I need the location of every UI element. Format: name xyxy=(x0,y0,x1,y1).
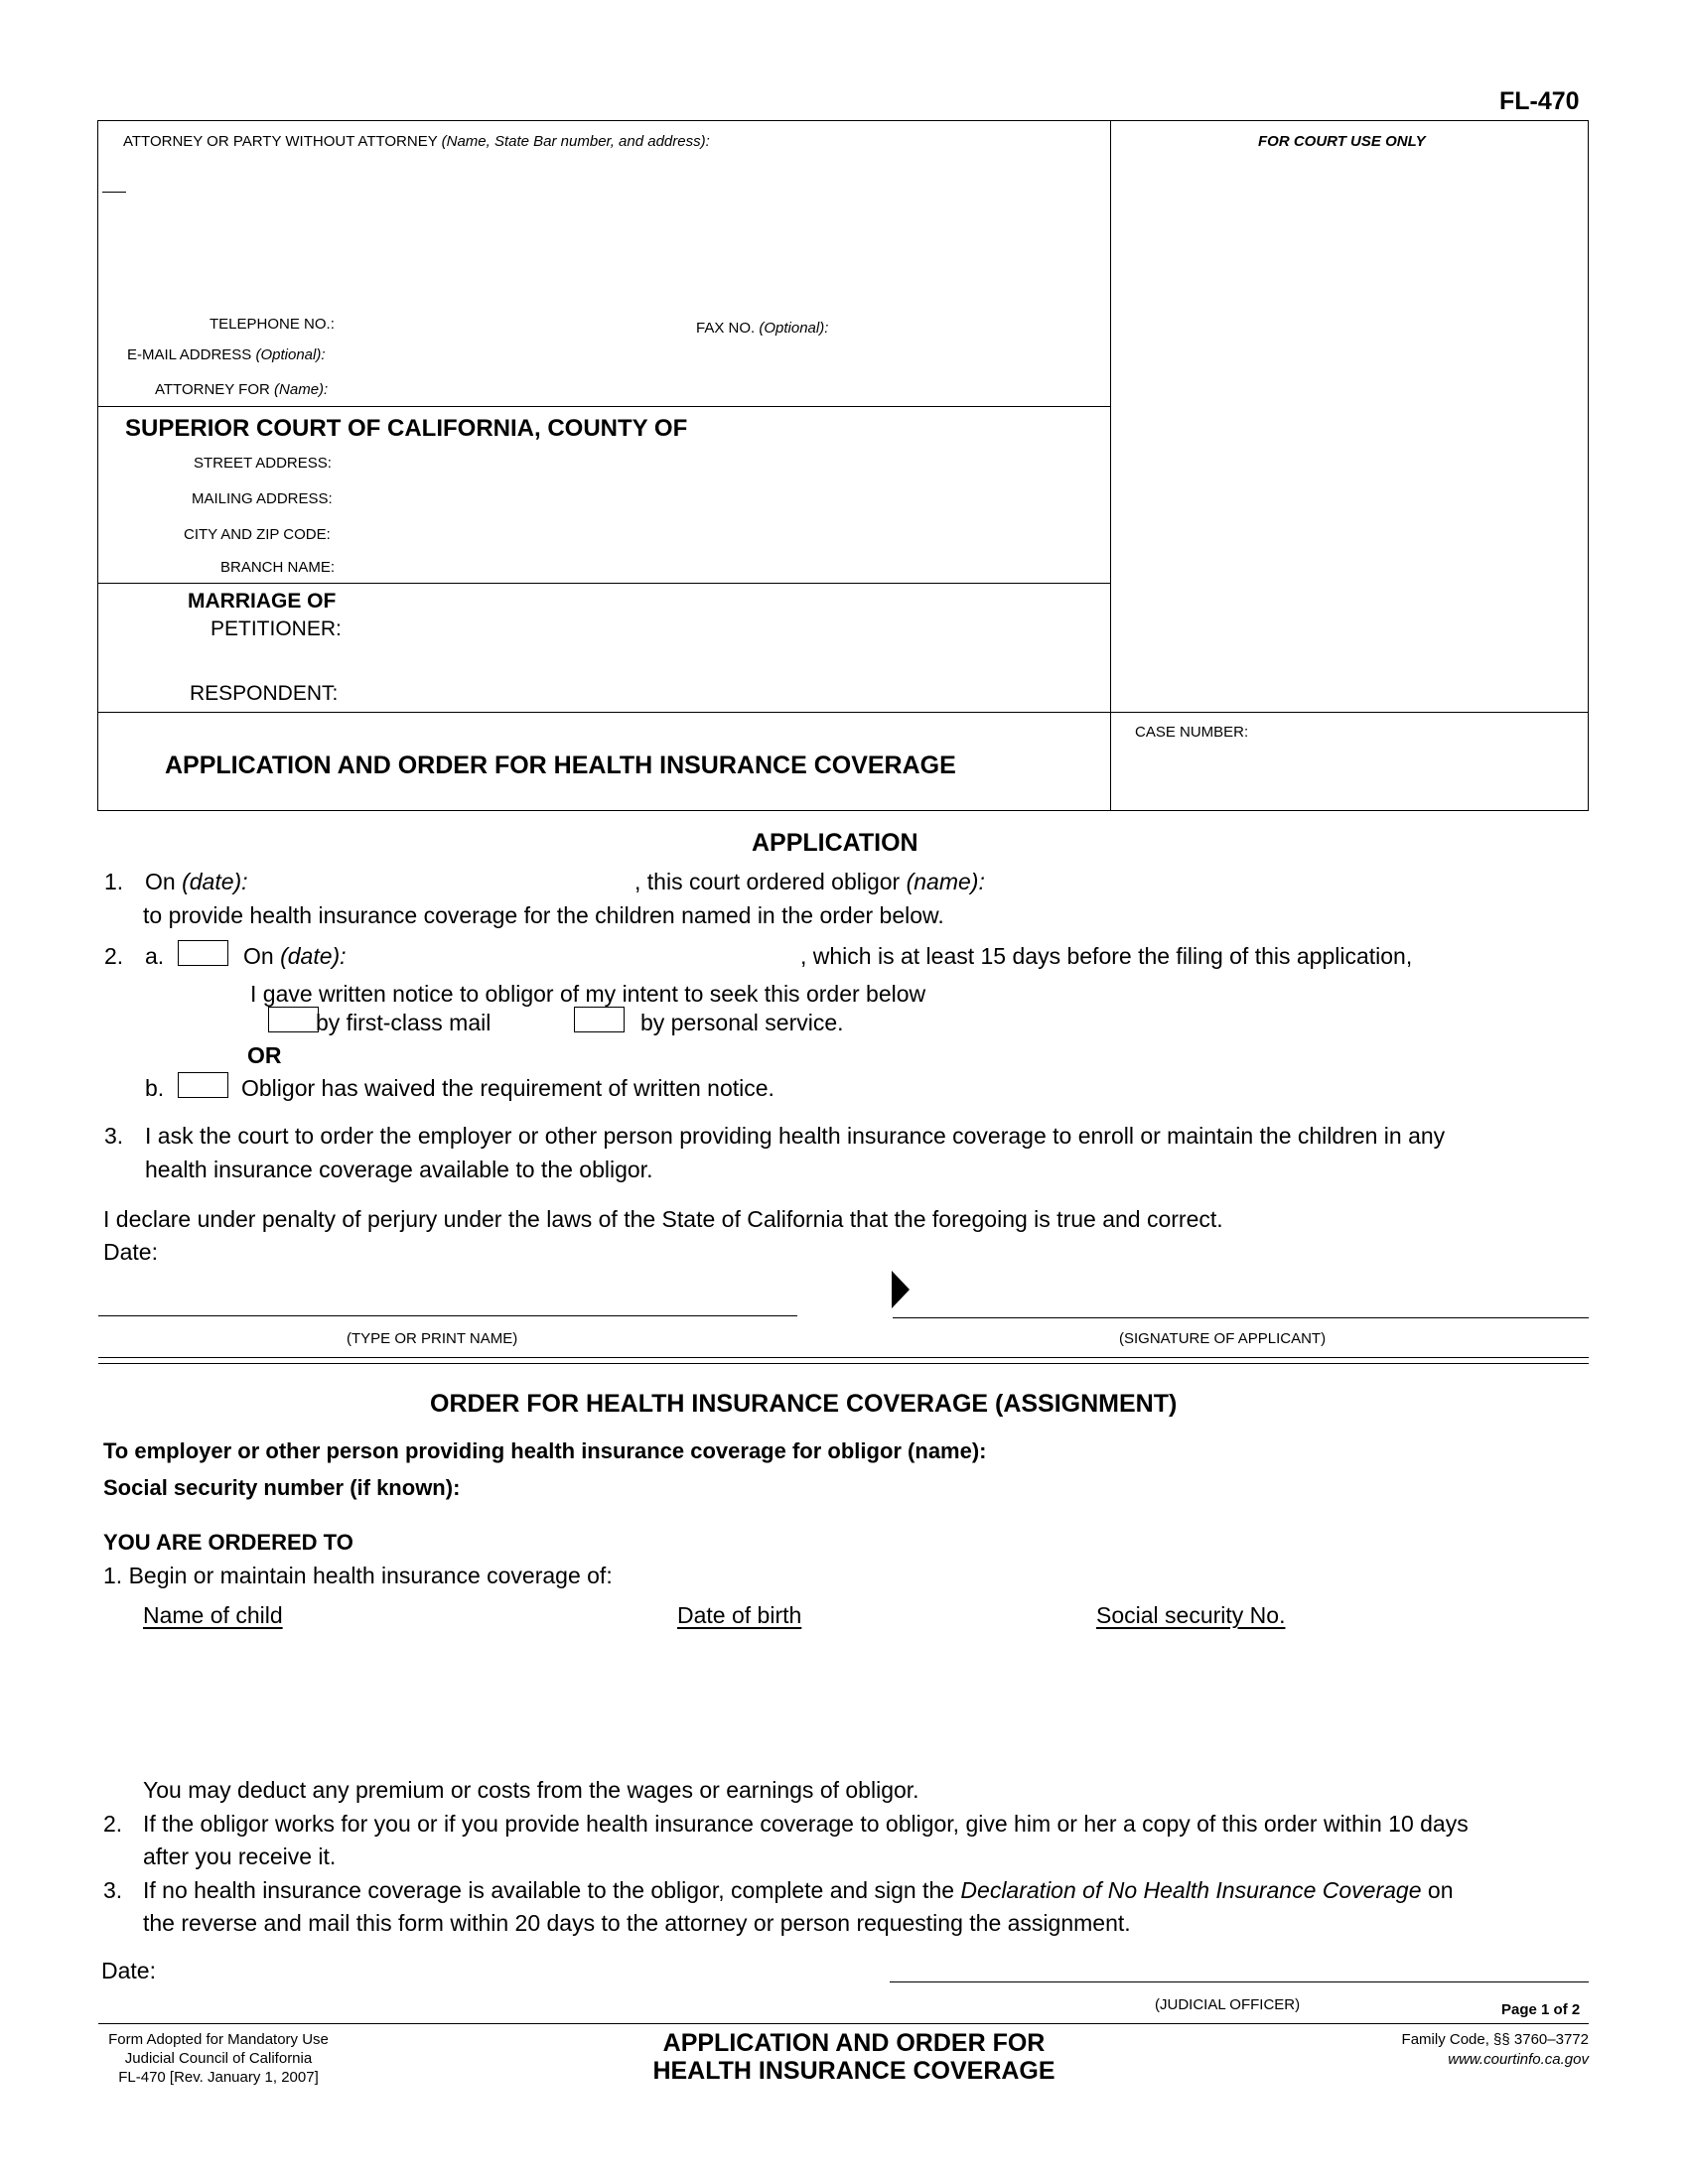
judicial-officer-line xyxy=(890,1981,1589,1982)
signature-caption: (SIGNATURE OF APPLICANT) xyxy=(1119,1330,1327,1347)
application-heading: APPLICATION xyxy=(752,829,918,857)
app-item3-num: 3. xyxy=(104,1123,124,1149)
notice-given-checkbox[interactable] xyxy=(178,940,228,966)
app-item1-obligor: , this court ordered obligor (name): xyxy=(634,869,985,894)
fax-label: FAX NO. (Optional): xyxy=(696,320,829,337)
footer-adopted-line2: Judicial Council of California xyxy=(124,2050,313,2067)
caption-divider-parties xyxy=(97,583,1111,584)
ssn-label: Social security number (if known): xyxy=(103,1475,461,1500)
deduct-text: You may deduct any premium or costs from the wages or earnings of obligor. xyxy=(143,1777,919,1803)
mailing-label: MAILING ADDRESS: xyxy=(192,490,333,507)
judicial-officer-caption: (JUDICIAL OFFICER) xyxy=(1155,1996,1301,2013)
telephone-label: TELEPHONE NO.: xyxy=(210,316,335,333)
order-item2-line1: If the obligor works for you or if you provide health insurance coverage to obligor, give him or her a copy of this order within 10 days xyxy=(143,1811,1469,1837)
app-item2-num: 2. xyxy=(104,943,124,969)
order-item3-line1: If no health insurance coverage is available to the obligor, complete and sign the Declaration of No Health Insurance Coverage on xyxy=(143,1877,1454,1903)
section-divider-top xyxy=(98,1357,1589,1358)
column-date-of-birth: Date of birth xyxy=(677,1602,802,1628)
footer-rule xyxy=(98,2023,1589,2024)
ordered-to-label: YOU ARE ORDERED TO xyxy=(103,1530,353,1555)
caption-divider-title xyxy=(97,712,1589,713)
order-item2-line2: after you receive it. xyxy=(143,1843,337,1869)
first-class-mail-checkbox[interactable] xyxy=(268,1007,319,1032)
column-name-of-child: Name of child xyxy=(143,1602,283,1628)
order-heading: ORDER FOR HEALTH INSURANCE COVERAGE (ASSIGNMENT) xyxy=(430,1390,1178,1418)
court-title: SUPERIOR COURT OF CALIFORNIA, COUNTY OF xyxy=(125,415,688,442)
personal-service-checkbox[interactable] xyxy=(574,1007,625,1032)
form-id: FL-470 xyxy=(1499,87,1580,115)
to-employer-label: To employer or other person providing health insurance coverage for obligor (name): xyxy=(103,1438,987,1463)
declaration-text: I declare under penalty of perjury under the laws of the State of California that the foregoing is true and correct. xyxy=(103,1206,1223,1232)
first-class-mail-label: by first-class mail xyxy=(316,1010,492,1035)
app-item2a-on: On (date): xyxy=(243,943,347,969)
street-label: STREET ADDRESS: xyxy=(194,455,332,472)
footer-adopted-line3: FL-470 [Rev. January 1, 2007] xyxy=(118,2069,319,2086)
petitioner-label: PETITIONER: xyxy=(211,617,342,640)
case-number-label: CASE NUMBER: xyxy=(1135,724,1249,741)
signature-line xyxy=(893,1317,1589,1318)
signature-arrow-icon xyxy=(892,1271,910,1308)
footer-adopted-line1: Form Adopted for Mandatory Use xyxy=(108,2031,329,2048)
respondent-label: RESPONDENT: xyxy=(190,682,339,705)
page-number: Page 1 of 2 xyxy=(1501,2001,1581,2018)
footer-website-link[interactable]: www.courtinfo.ca.gov xyxy=(1448,2051,1589,2068)
print-name-caption: (TYPE OR PRINT NAME) xyxy=(347,1330,518,1347)
footer-title xyxy=(596,2029,1112,2085)
app-date-label: Date: xyxy=(103,1239,158,1265)
footer-title-line1: APPLICATION AND ORDER FOR xyxy=(662,2029,1046,2057)
order-item1: 1. Begin or maintain health insurance coverage of: xyxy=(103,1563,613,1588)
app-item1-line2: to provide health insurance coverage for the children named in the order below. xyxy=(143,902,944,928)
attorney-for-label: ATTORNEY FOR (Name): xyxy=(155,381,329,398)
print-name-line xyxy=(98,1315,797,1316)
caption-divider-court xyxy=(97,406,1111,407)
app-item2b-text: Obligor has waived the requirement of written notice. xyxy=(241,1075,774,1101)
app-item2a-tail: , which is at least 15 days before the filing of this application, xyxy=(800,943,1413,969)
app-item2b-letter: b. xyxy=(145,1075,165,1101)
footer-code-line: Family Code, §§ 3760–3772 xyxy=(1401,2031,1589,2048)
form-title: APPLICATION AND ORDER FOR HEALTH INSURANCE COVERAGE xyxy=(165,751,956,779)
attorney-label: ATTORNEY OR PARTY WITHOUT ATTORNEY (Name, State Bar number, and address): xyxy=(123,133,710,150)
section-divider-bottom xyxy=(98,1363,1589,1364)
marriage-of-label: MARRIAGE OF xyxy=(188,590,337,613)
order-item3-num: 3. xyxy=(103,1877,123,1903)
order-item2-num: 2. xyxy=(103,1811,123,1837)
branch-label: BRANCH NAME: xyxy=(220,559,336,576)
or-label: OR xyxy=(247,1042,282,1068)
caption-divider-vertical xyxy=(1110,120,1111,811)
court-use-label: FOR COURT USE ONLY xyxy=(1258,133,1426,150)
app-item1-num: 1. xyxy=(104,869,124,894)
attorney-dash xyxy=(102,192,126,193)
city-label: CITY AND ZIP CODE: xyxy=(184,526,331,543)
waived-notice-checkbox[interactable] xyxy=(178,1072,228,1098)
column-ssn: Social security No. xyxy=(1096,1602,1286,1628)
footer-adopted xyxy=(98,2030,339,2087)
app-item2a-letter: a. xyxy=(145,943,165,969)
order-item3-line2: the reverse and mail this form within 20 days to the attorney or person requesting the assignment. xyxy=(143,1910,1131,1936)
app-item3-line1: I ask the court to order the employer or other person providing health insurance coverage to enroll or maintain the children in any xyxy=(145,1123,1446,1149)
app-item1-on: On (date): xyxy=(145,869,248,894)
app-item2a-line2: I gave written notice to obligor of my intent to seek this order below xyxy=(250,981,926,1007)
app-item3-line2: health insurance coverage available to the obligor. xyxy=(145,1157,653,1182)
footer-title-line2: HEALTH INSURANCE COVERAGE xyxy=(652,2057,1055,2085)
footer-code xyxy=(1331,2030,1589,2070)
personal-service-label: by personal service. xyxy=(640,1010,844,1035)
order-date-label: Date: xyxy=(101,1958,156,1983)
email-label: E-MAIL ADDRESS (Optional): xyxy=(127,346,326,363)
